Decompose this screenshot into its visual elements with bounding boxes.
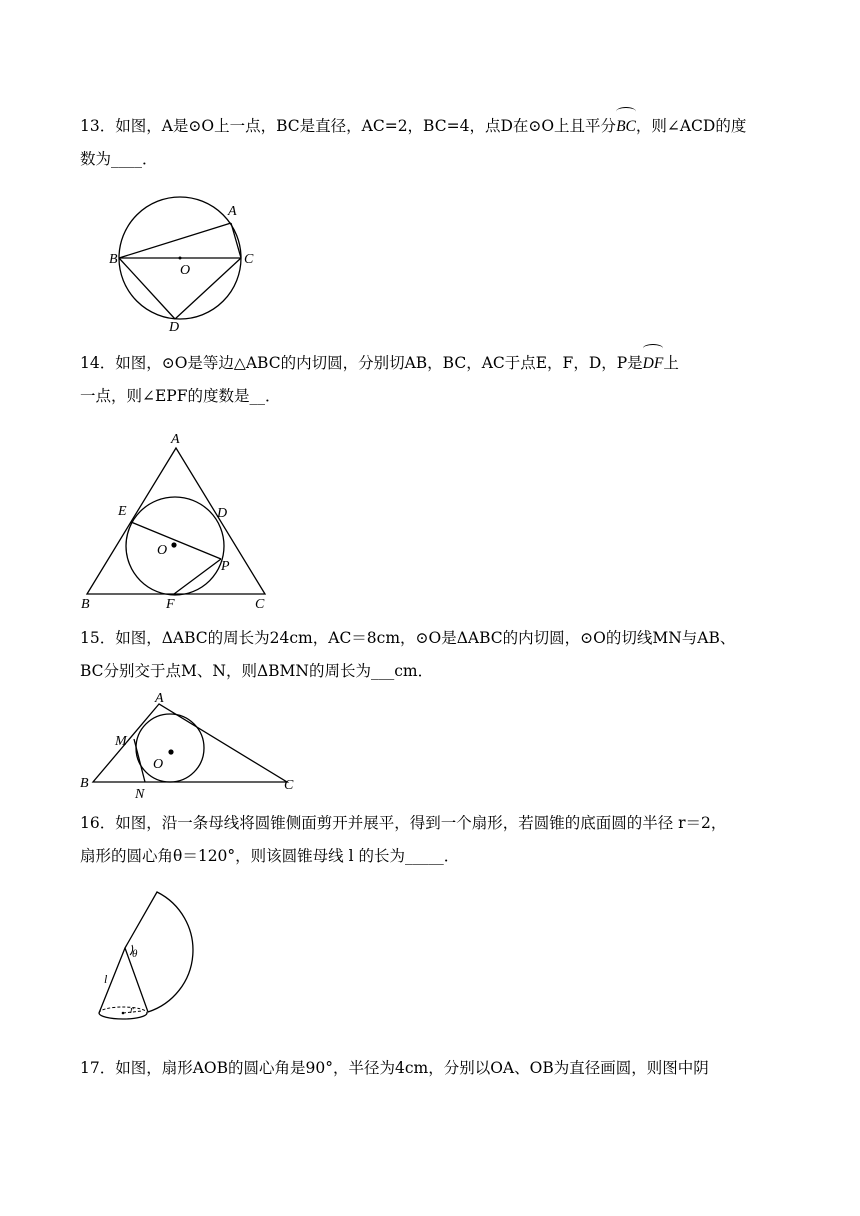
question-13-line-1: 13．如图，A是⊙O上一点，BC是直径，AC=2，BC=4，点D在⊙O上且平分BC，则∠ACD的度 <box>80 110 784 143</box>
label-b: B <box>81 597 90 612</box>
label-e: E <box>118 504 127 519</box>
question-16-line-1: 16．如图，沿一条母线将圆锥侧面剪开并展平，得到一个扇形，若圆锥的底面圆的半径 r＝2， <box>80 814 727 832</box>
question-16-line-2: 扇形的圆心角θ＝120°，则该圆锥母线 l 的长为_____． <box>80 847 460 865</box>
label-p: P <box>221 559 230 574</box>
question-15-line-1: 15．如图，ΔABC的周长为24cm，AC＝8cm，⊙O是ΔABC的内切圆，⊙O的切线MN与AB、 <box>80 629 736 647</box>
label-c: C <box>284 778 294 793</box>
question-15-line-2: BC分别交于点M、N，则ΔBMN的周长为___cm． <box>80 662 434 680</box>
label-o: O <box>157 543 168 558</box>
figure-16-cone-sector <box>90 875 215 1035</box>
question-13-line-2: 数为____． <box>80 150 158 168</box>
label-o: O <box>180 263 191 278</box>
label-o: O <box>153 757 164 772</box>
label-f: F <box>166 597 175 612</box>
question-17 <box>80 1052 784 1085</box>
question-13 <box>80 110 784 176</box>
figure-15-triangle <box>75 690 305 800</box>
label-c: C <box>255 597 265 612</box>
label-a: A <box>171 432 180 447</box>
label-l: l <box>104 972 108 986</box>
label-n: N <box>135 787 145 800</box>
label-a: A <box>228 204 237 219</box>
label-m: M <box>115 734 127 749</box>
question-17-line-1: 17．如图，扇形AOB的圆心角是90°，半径为4cm，分别以OA、OB为直径画圆，则图中阴 <box>80 1059 709 1077</box>
label-c: C <box>244 252 254 267</box>
question-14-line-1: 14．如图，⊙O是等边△ABC的内切圆，分别切AB，BC，AC于点E，F，D，P是DF上 <box>80 347 784 380</box>
label-b: B <box>80 776 89 791</box>
label-d: D <box>217 506 228 521</box>
figure-14-triangle <box>75 428 275 613</box>
label-a: A <box>155 691 164 706</box>
question-15 <box>80 622 784 688</box>
label-theta: θ <box>132 948 138 960</box>
arc-bc: BC <box>616 110 636 143</box>
question-14-line-2: 一点，则∠EPF的度数是__． <box>80 387 281 405</box>
figure-13-circle <box>100 190 270 335</box>
arc-df: DF <box>643 347 664 380</box>
question-16 <box>80 807 784 873</box>
label-d: D <box>169 320 180 335</box>
label-r: r <box>130 1005 134 1016</box>
label-b: B <box>109 252 118 267</box>
question-14 <box>80 347 784 413</box>
